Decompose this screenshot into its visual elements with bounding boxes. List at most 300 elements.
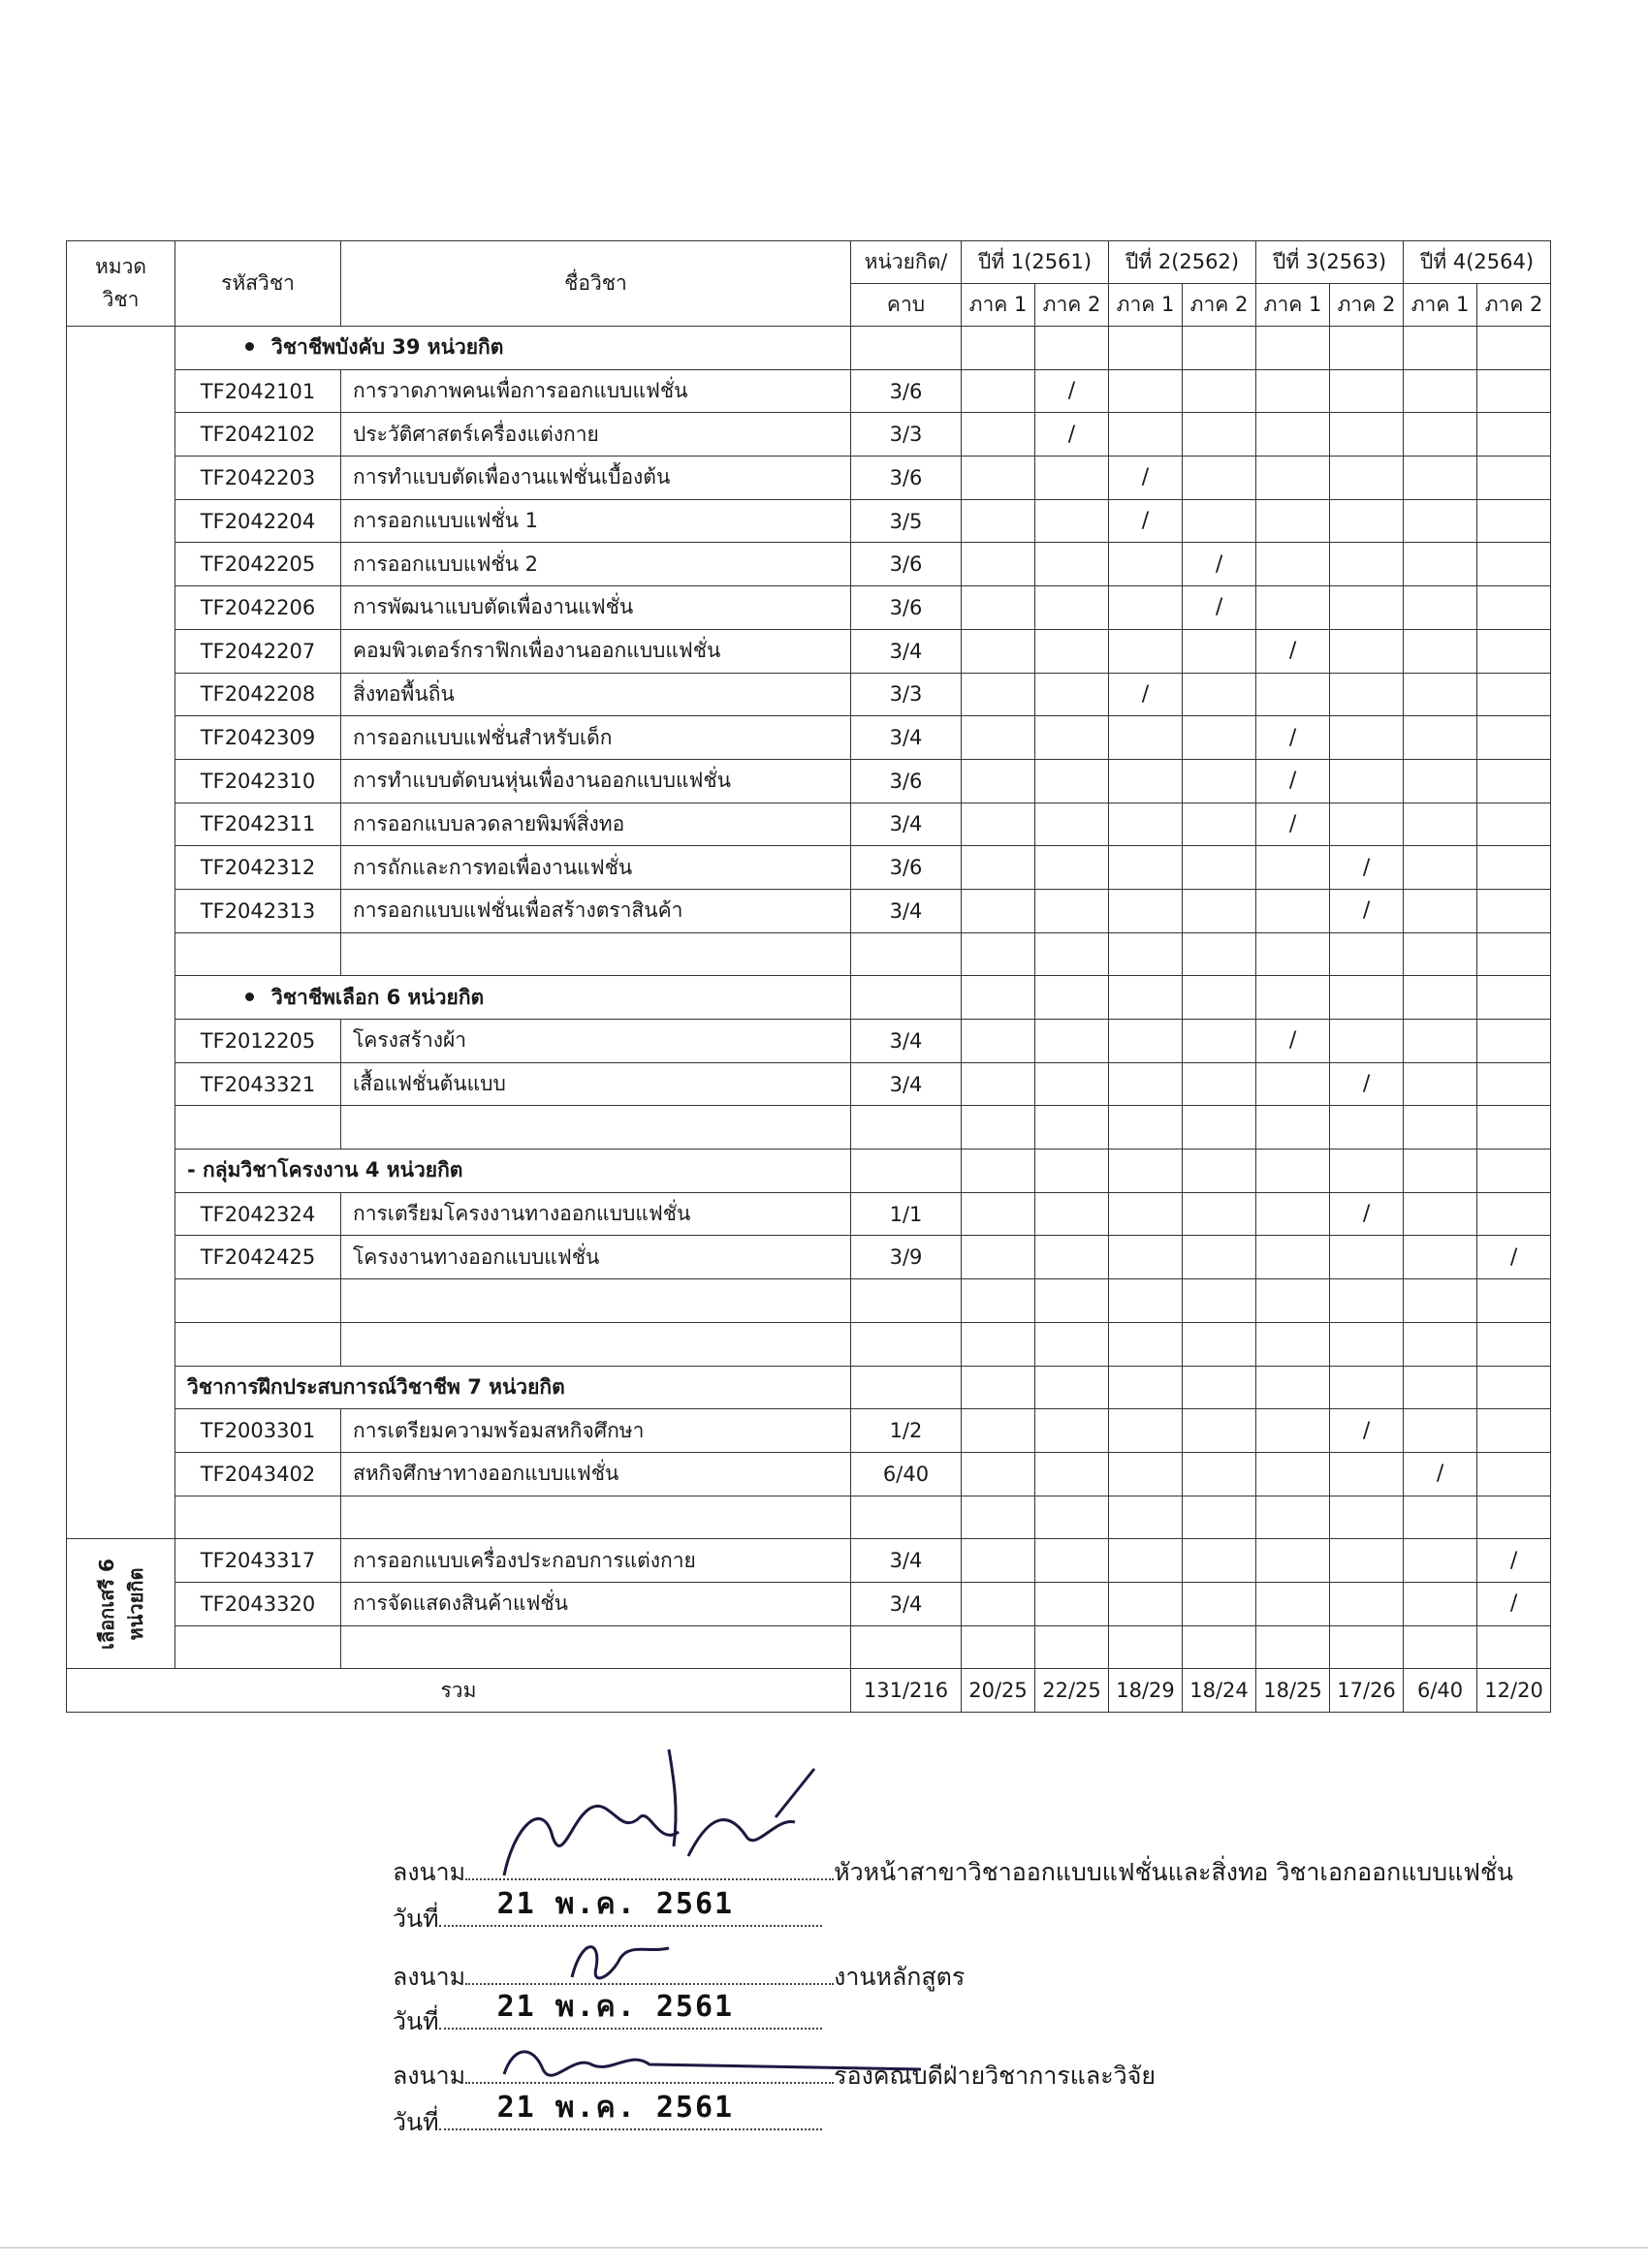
course-name: สหกิจศึกษาทางออกแบบแฟชั่น: [341, 1452, 851, 1496]
term-cell: [962, 629, 1035, 673]
term-cell: [1183, 1236, 1256, 1279]
term-cell: [1330, 1366, 1404, 1409]
term-cell: [1183, 846, 1256, 890]
term-cell: [1404, 1062, 1477, 1106]
term-cell: [1330, 1322, 1404, 1366]
term-mark: /: [1256, 629, 1330, 673]
term-cell: [1330, 1496, 1404, 1539]
term-cell: [1109, 1452, 1183, 1496]
section-title-text: วิชาชีพเลือก 6 หน่วยกิต: [271, 985, 485, 1009]
term-cell: [1035, 1409, 1109, 1453]
term-mark: /: [1035, 369, 1109, 413]
course-code: TF2042309: [175, 716, 341, 760]
term-cell: [1109, 1020, 1183, 1063]
term-cell: [1035, 1625, 1109, 1669]
term-cell: [962, 1062, 1035, 1106]
term-cell: [1404, 1106, 1477, 1150]
term-mark: /: [1330, 1192, 1404, 1236]
term-cell: [1477, 327, 1551, 370]
course-unit: 3/4: [851, 1062, 962, 1106]
signature-role: หัวหน้าสาขาวิชาออกแบบแฟชั่นและสิ่งทอ วิชาเอกออกแบบแฟชั่น: [834, 1858, 1514, 1886]
term-cell: [1109, 1496, 1183, 1539]
term-cell: [1183, 759, 1256, 803]
term-cell: [1109, 1279, 1183, 1323]
name-cell: [341, 1496, 851, 1539]
term-cell: [1404, 1020, 1477, 1063]
date-prefix: วันที่: [393, 2108, 439, 2136]
unit-cell: [851, 932, 962, 976]
term-cell: [1330, 716, 1404, 760]
term-cell: [1404, 327, 1477, 370]
header-term: ภาค 2: [1477, 284, 1551, 327]
term-cell: [1183, 1192, 1256, 1236]
term-cell: [1330, 1582, 1404, 1625]
term-cell: [1109, 1322, 1183, 1366]
term-cell: [1035, 1279, 1109, 1323]
course-code: TF2042206: [175, 586, 341, 630]
table-row: [67, 759, 1551, 803]
category-line: เลือกเสรี 6: [94, 1558, 118, 1650]
term-mark: /: [1404, 1452, 1477, 1496]
term-mark: /: [1256, 759, 1330, 803]
term-cell: [1109, 327, 1183, 370]
term-cell: [1109, 1192, 1183, 1236]
term-cell: [962, 759, 1035, 803]
table-row: [67, 586, 1551, 630]
term-cell: [1109, 629, 1183, 673]
course-name: คอมพิวเตอร์กราฟิกเพื่องานออกแบบแฟชั่น: [341, 629, 851, 673]
term-mark: /: [1256, 1020, 1330, 1063]
term-cell: [1256, 369, 1330, 413]
term-cell: [1477, 1279, 1551, 1323]
term-mark: /: [1330, 889, 1404, 932]
table-row: [67, 1236, 1551, 1279]
category-line: หน่วยกิต: [123, 1567, 147, 1641]
term-cell: [1256, 543, 1330, 586]
term-cell: [1404, 673, 1477, 716]
table-row: [67, 1192, 1551, 1236]
header-category-line1: หมวด: [94, 254, 147, 278]
term-cell: [1109, 1236, 1183, 1279]
term-cell: [962, 846, 1035, 890]
code-cell: [175, 1496, 341, 1539]
course-code: TF2042208: [175, 673, 341, 716]
term-cell: [1256, 1062, 1330, 1106]
term-cell: [1183, 369, 1256, 413]
term-cell: [1183, 413, 1256, 457]
term-cell: [962, 543, 1035, 586]
unit-cell: [851, 1625, 962, 1669]
course-name: โครงสร้างผ้า: [341, 1020, 851, 1063]
term-cell: [1109, 1409, 1183, 1453]
term-cell: [1477, 1496, 1551, 1539]
term-cell: [1330, 976, 1404, 1020]
term-cell: [1330, 1106, 1404, 1150]
term-cell: [1404, 369, 1477, 413]
term-cell: [1404, 1192, 1477, 1236]
term-cell: [1183, 1150, 1256, 1193]
course-name: การเตรียมโครงงานทางออกแบบแฟชั่น: [341, 1192, 851, 1236]
section-row: [67, 1150, 1551, 1193]
name-cell: [341, 1106, 851, 1150]
term-cell: [1330, 457, 1404, 500]
term-cell: [1477, 889, 1551, 932]
term-cell: [1183, 716, 1256, 760]
course-code: TF2042312: [175, 846, 341, 890]
course-code: TF2042310: [175, 759, 341, 803]
term-cell: [1477, 543, 1551, 586]
date-stamp: 21 พ.ค. 2561: [496, 1990, 735, 2024]
handwritten-signature-2: [562, 1929, 679, 1997]
term-cell: [1109, 759, 1183, 803]
term-cell: [1035, 976, 1109, 1020]
table-row: [67, 1322, 1551, 1366]
term-cell: [1330, 327, 1404, 370]
total-term-cell: 18/25: [1256, 1669, 1330, 1713]
table-row: [67, 1106, 1551, 1150]
name-cell: [341, 932, 851, 976]
term-cell: [1330, 1236, 1404, 1279]
table-row: [67, 673, 1551, 716]
course-unit: 3/3: [851, 413, 962, 457]
term-cell: [1109, 1106, 1183, 1150]
term-cell: [1035, 889, 1109, 932]
term-cell: [1109, 932, 1183, 976]
course-code: TF2042313: [175, 889, 341, 932]
term-cell: [962, 413, 1035, 457]
term-cell: [962, 1020, 1035, 1063]
term-cell: [962, 716, 1035, 760]
date-stamp: 21 พ.ค. 2561: [496, 1887, 735, 1921]
table-row: [67, 1582, 1551, 1625]
term-cell: [1477, 369, 1551, 413]
term-cell: [1183, 1020, 1256, 1063]
course-unit: 3/6: [851, 846, 962, 890]
code-cell: [175, 1106, 341, 1150]
term-cell: [1109, 369, 1183, 413]
term-cell: [1256, 1236, 1330, 1279]
term-cell: [1256, 1409, 1330, 1453]
table-row: [67, 1409, 1551, 1453]
term-cell: [1035, 716, 1109, 760]
term-mark: /: [1477, 1236, 1551, 1279]
section-row: [67, 327, 1551, 370]
term-cell: [962, 932, 1035, 976]
total-term-cell: 18/29: [1109, 1669, 1183, 1713]
term-cell: [1404, 586, 1477, 630]
date-line-3: [393, 2091, 822, 2142]
term-cell: [1404, 889, 1477, 932]
total-row: [67, 1669, 1551, 1713]
term-cell: [1477, 457, 1551, 500]
term-cell: [962, 457, 1035, 500]
bullet-icon: [245, 342, 254, 351]
term-cell: [1035, 499, 1109, 543]
term-cell: [1035, 1020, 1109, 1063]
term-cell: [1477, 803, 1551, 846]
term-cell: [1404, 1322, 1477, 1366]
course-unit: 3/4: [851, 889, 962, 932]
course-code: TF2042203: [175, 457, 341, 500]
section-title: [175, 327, 851, 370]
course-code: TF2042207: [175, 629, 341, 673]
course-unit: 3/6: [851, 457, 962, 500]
header-term: ภาค 1: [1256, 284, 1330, 327]
term-mark: /: [1256, 803, 1330, 846]
category-free-elective-label: [92, 1559, 150, 1650]
term-cell: [1330, 1539, 1404, 1583]
name-cell: [341, 1625, 851, 1669]
code-cell: [175, 1279, 341, 1323]
term-cell: [1404, 629, 1477, 673]
term-cell: [962, 1452, 1035, 1496]
unit-cell: [851, 1279, 962, 1323]
name-cell: [341, 1279, 851, 1323]
course-code: TF2042204: [175, 499, 341, 543]
term-cell: [1183, 499, 1256, 543]
course-name: การทำแบบตัดเพื่องานแฟชั่นเบื้องต้น: [341, 457, 851, 500]
term-cell: [1256, 1106, 1330, 1150]
term-cell: [1035, 327, 1109, 370]
term-cell: [1035, 586, 1109, 630]
term-cell: [1109, 1539, 1183, 1583]
term-cell: [962, 1409, 1035, 1453]
section-title-text: วิชาการฝึกประสบการณ์วิชาชีพ 7 หน่วยกิต: [187, 1374, 565, 1399]
table-row: [67, 1625, 1551, 1669]
term-cell: [1256, 1322, 1330, 1366]
course-name: ประวัติศาสตร์เครื่องแต่งกาย: [341, 413, 851, 457]
term-cell: [1256, 1279, 1330, 1323]
course-code: TF2043321: [175, 1062, 341, 1106]
term-cell: [962, 1236, 1035, 1279]
term-cell: [1256, 889, 1330, 932]
term-cell: [1183, 803, 1256, 846]
term-cell: [1404, 803, 1477, 846]
term-cell: [1477, 1106, 1551, 1150]
term-cell: [1035, 1192, 1109, 1236]
term-cell: [962, 327, 1035, 370]
term-cell: [1035, 457, 1109, 500]
course-unit: 3/6: [851, 586, 962, 630]
course-name: การทำแบบตัดบนหุ่นเพื่องานออกแบบแฟชั่น: [341, 759, 851, 803]
unit-cell: [851, 1322, 962, 1366]
course-name: การออกแบบแฟชั่นเพื่อสร้างตราสินค้า: [341, 889, 851, 932]
table-row: [67, 889, 1551, 932]
term-cell: [962, 499, 1035, 543]
term-cell: [1404, 499, 1477, 543]
term-cell: [1330, 1625, 1404, 1669]
table-row: [67, 413, 1551, 457]
term-cell: [962, 673, 1035, 716]
total-term-cell: 17/26: [1330, 1669, 1404, 1713]
course-unit: 3/6: [851, 759, 962, 803]
term-cell: [1330, 369, 1404, 413]
term-cell: [1330, 803, 1404, 846]
total-unit: 131/216: [851, 1669, 962, 1713]
term-cell: [1404, 1279, 1477, 1323]
table-row: [67, 457, 1551, 500]
header-year-1: ปีที่ 1(2561): [962, 241, 1109, 284]
term-cell: [1035, 1582, 1109, 1625]
handwritten-signature-3: [485, 2035, 931, 2094]
term-cell: [1183, 1452, 1256, 1496]
category-free-elective: [67, 1539, 175, 1669]
term-cell: [1256, 1150, 1330, 1193]
course-unit: 1/1: [851, 1192, 962, 1236]
table-row: [67, 1452, 1551, 1496]
term-cell: [1404, 976, 1477, 1020]
course-code: TF2042324: [175, 1192, 341, 1236]
term-cell: [1035, 1106, 1109, 1150]
term-cell: [1183, 1625, 1256, 1669]
term-cell: [1330, 759, 1404, 803]
term-cell: [1477, 976, 1551, 1020]
term-cell: [962, 1192, 1035, 1236]
header-year-4: ปีที่ 4(2564): [1404, 241, 1551, 284]
term-cell: [1404, 1496, 1477, 1539]
term-cell: [1404, 759, 1477, 803]
course-code: TF2043320: [175, 1582, 341, 1625]
section-title: [175, 976, 851, 1020]
course-name: การจัดแสดงสินค้าแฟชั่น: [341, 1582, 851, 1625]
term-cell: [1477, 716, 1551, 760]
course-name: การออกแบบเครื่องประกอบการแต่งกาย: [341, 1539, 851, 1583]
term-cell: [1256, 1582, 1330, 1625]
term-cell: [1330, 543, 1404, 586]
section-title: [175, 1366, 851, 1409]
course-unit: 3/4: [851, 803, 962, 846]
term-cell: [1404, 846, 1477, 890]
term-cell: [962, 1279, 1035, 1323]
term-cell: [1256, 1452, 1330, 1496]
term-cell: [962, 1322, 1035, 1366]
term-cell: [1183, 1496, 1256, 1539]
course-unit: 3/9: [851, 1236, 962, 1279]
term-cell: [1035, 1236, 1109, 1279]
course-unit: 3/5: [851, 499, 962, 543]
term-cell: [1109, 413, 1183, 457]
term-cell: [962, 1539, 1035, 1583]
total-term-cell: 20/25: [962, 1669, 1035, 1713]
course-code: TF2043317: [175, 1539, 341, 1583]
section-title-text: วิชาชีพบังคับ 39 หน่วยกิต: [271, 335, 504, 360]
date-prefix: วันที่: [393, 1905, 439, 1933]
term-cell: [1404, 1409, 1477, 1453]
category-cell: [67, 327, 175, 1539]
section-title-text: - กลุ่มวิชาโครงงาน 4 หน่วยกิต: [187, 1158, 463, 1182]
term-cell: [1477, 629, 1551, 673]
term-mark: /: [1256, 716, 1330, 760]
name-cell: [341, 1322, 851, 1366]
course-name: การออกแบบลวดลายพิมพ์สิ่งทอ: [341, 803, 851, 846]
term-cell: [1109, 1625, 1183, 1669]
term-mark: /: [1477, 1539, 1551, 1583]
term-cell: [1330, 1150, 1404, 1193]
term-cell: [1404, 1625, 1477, 1669]
term-cell: [1109, 586, 1183, 630]
table-row: [67, 629, 1551, 673]
term-cell: [1477, 499, 1551, 543]
term-cell: [1477, 586, 1551, 630]
code-cell: [175, 1625, 341, 1669]
total-label: รวม: [67, 1669, 851, 1713]
unit-cell: [851, 327, 962, 370]
term-cell: [1477, 413, 1551, 457]
term-cell: [1183, 457, 1256, 500]
term-cell: [1183, 889, 1256, 932]
date-stamp: 21 พ.ค. 2561: [496, 2091, 735, 2125]
term-cell: [1109, 846, 1183, 890]
term-cell: [1035, 759, 1109, 803]
term-cell: [1183, 932, 1256, 976]
term-mark: /: [1330, 1409, 1404, 1453]
term-cell: [1404, 1582, 1477, 1625]
term-cell: [1256, 327, 1330, 370]
table-row: [67, 369, 1551, 413]
term-cell: [1109, 1366, 1183, 1409]
term-cell: [1330, 1020, 1404, 1063]
term-cell: [1477, 1322, 1551, 1366]
term-cell: [1109, 716, 1183, 760]
table-row: [67, 543, 1551, 586]
signature-role: รองคณบดีฝ่ายวิชาการและวิจัย: [834, 2062, 1156, 2090]
term-cell: [962, 976, 1035, 1020]
course-unit: 1/2: [851, 1409, 962, 1453]
term-cell: [1477, 1150, 1551, 1193]
term-cell: [962, 1366, 1035, 1409]
term-cell: [1183, 629, 1256, 673]
code-cell: [175, 932, 341, 976]
course-unit: 3/6: [851, 369, 962, 413]
term-cell: [1035, 543, 1109, 586]
term-cell: [1477, 846, 1551, 890]
term-cell: [1183, 1062, 1256, 1106]
course-name: การออกแบบแฟชั่น 1: [341, 499, 851, 543]
date-field: [439, 2091, 822, 2130]
course-plan-table: [66, 240, 1551, 1713]
term-cell: [1256, 1625, 1330, 1669]
term-cell: [962, 586, 1035, 630]
table-row: [67, 499, 1551, 543]
term-cell: [1477, 1452, 1551, 1496]
term-cell: [1404, 716, 1477, 760]
term-cell: [1477, 932, 1551, 976]
course-table-body: [67, 327, 1551, 1713]
term-cell: [1256, 413, 1330, 457]
term-cell: [1035, 1366, 1109, 1409]
course-unit: 3/4: [851, 1582, 962, 1625]
sign-prefix: ลงนาม: [393, 2062, 466, 2090]
course-code: TF2043402: [175, 1452, 341, 1496]
term-cell: [1183, 1366, 1256, 1409]
term-mark: /: [1330, 1062, 1404, 1106]
term-cell: [1256, 457, 1330, 500]
term-cell: [962, 369, 1035, 413]
term-cell: [1035, 1539, 1109, 1583]
term-cell: [1109, 1582, 1183, 1625]
term-cell: [1477, 1062, 1551, 1106]
term-cell: [1477, 1020, 1551, 1063]
table-row: [67, 1020, 1551, 1063]
term-cell: [1256, 976, 1330, 1020]
term-cell: [1477, 1366, 1551, 1409]
sign-prefix: ลงนาม: [393, 1963, 466, 1991]
term-cell: [1404, 1366, 1477, 1409]
course-unit: 3/3: [851, 673, 962, 716]
term-cell: [1035, 803, 1109, 846]
header-year-3: ปีที่ 3(2563): [1256, 241, 1404, 284]
course-unit: 3/6: [851, 543, 962, 586]
